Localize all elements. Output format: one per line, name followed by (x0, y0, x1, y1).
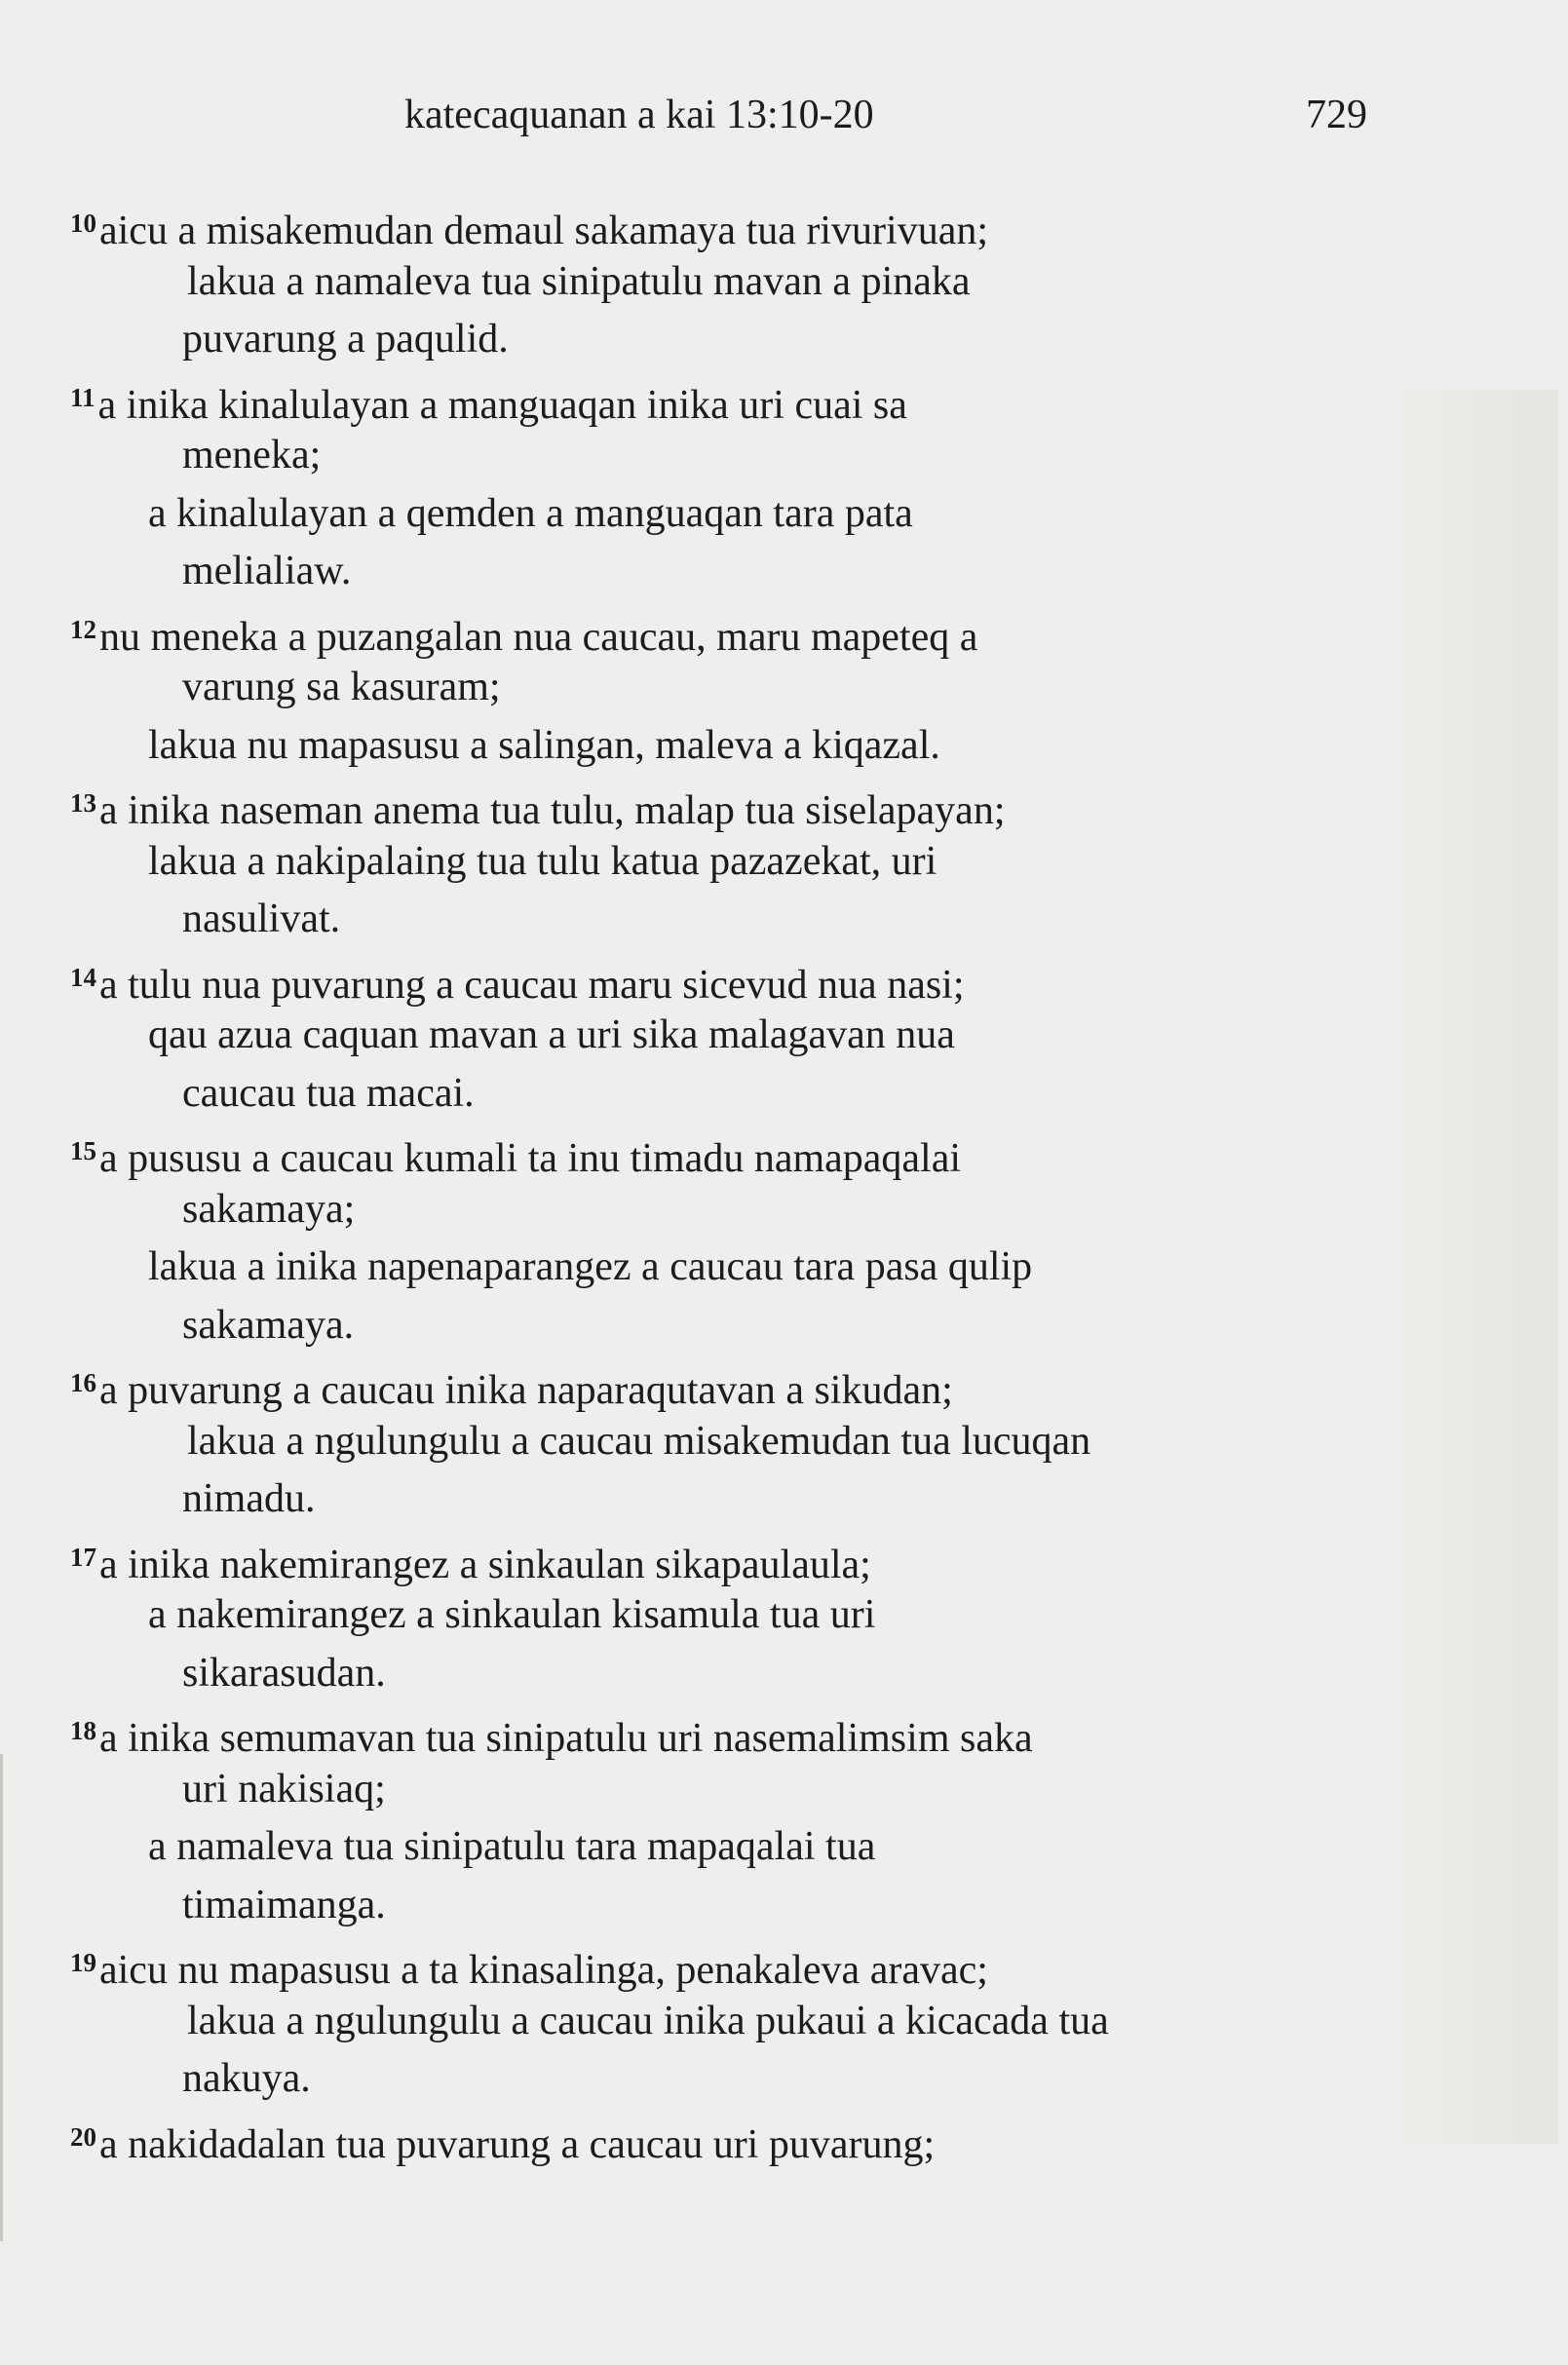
verse-line: nasulivat. (182, 896, 341, 941)
verse-line: varung sa kasuram; (182, 665, 501, 709)
verse-line (70, 195, 1434, 253)
running-head: katecaquanan a kai 13:10-20 (404, 93, 874, 137)
verse-line (70, 1354, 1434, 1413)
verse-line (70, 1702, 1434, 1761)
verse-16 (70, 1354, 1434, 1529)
verse-line-text: a tulu nua puvarung a caucau maru sicevud nua nasi; (99, 962, 965, 1008)
verse-15 (70, 1123, 1434, 1354)
verse-line (70, 2109, 1434, 2167)
verse-line: lakua a nakipalaing tua tulu katua pazazekat, uri (148, 838, 937, 884)
verse-line: lakua nu mapasusu a salingan, maleva a kiqazal. (148, 722, 940, 768)
verse-line (70, 369, 1434, 428)
verse-line-text: a nakidadalan tua puvarung a caucau uri puvarung; (99, 2121, 936, 2167)
verse-line (70, 1529, 1434, 1587)
verse-line: caucau tua macai. (182, 1070, 475, 1116)
verse-line-text: nu meneka a puzangalan nua caucau, maru mapeteq a (99, 614, 978, 660)
verse-line: melialiaw. (182, 549, 352, 593)
verse-number: 10 (70, 209, 96, 238)
verse-number: 17 (70, 1542, 96, 1572)
verse-line (70, 601, 1434, 660)
verse-line: nimadu. (182, 1476, 316, 1521)
verse-line: lakua a inika napenaparangez a caucau tara pasa qulip (148, 1244, 1033, 1289)
verse-line-text: a pususu a caucau kumali ta inu timadu namapaqalai (99, 1136, 962, 1181)
verse-line-text: a inika kinalulayan a manguaqan inika uri cuai sa (97, 382, 907, 428)
verse-line: a nakemirangez a sinkaulan kisamula tua uri (148, 1592, 876, 1637)
verse-10 (70, 195, 1434, 369)
verse-20 (70, 2109, 1434, 2167)
page-header (0, 86, 1568, 144)
verse-line: lakua a namaleva tua sinipatulu mavan a pinaka (187, 258, 971, 304)
verse-line: qau azua caquan mavan a uri sika malagavan nua (148, 1012, 955, 1057)
verse-line (70, 949, 1434, 1008)
verse-line: lakua a ngulungulu a caucau inika pukaui a kicacada tua (187, 1998, 1109, 2043)
verse-line: puvarung a paqulid. (182, 317, 509, 362)
verse-line-text: a inika nakemirangez a sinkaulan sikapaulaula; (99, 1542, 871, 1587)
verse-12 (70, 601, 1434, 776)
verse-line: sakamaya; (182, 1186, 356, 1232)
verse-line: a namaleva tua sinipatulu tara mapaqalai tua (148, 1824, 876, 1869)
verse-number: 15 (70, 1136, 96, 1165)
verse-number: 19 (70, 1948, 96, 1977)
verse-line: timaimanga. (182, 1882, 386, 1927)
verse-line: uri nakisiaq; (182, 1766, 386, 1812)
verse-number: 16 (70, 1368, 96, 1397)
verse-11 (70, 369, 1434, 601)
verse-number: 12 (70, 614, 96, 644)
verse-number: 20 (70, 2121, 96, 2152)
verse-number: 13 (70, 788, 96, 818)
show-through-shading (1383, 390, 1558, 2144)
page-edge (0, 1754, 3, 2241)
verse-18 (70, 1702, 1434, 1934)
verse-line (70, 775, 1434, 833)
verse-number: 11 (70, 382, 96, 412)
verse-17 (70, 1529, 1434, 1703)
verse-line-text: a inika semumavan tua sinipatulu uri nasemalimsim saka (99, 1716, 1033, 1761)
verse-line: sikarasudan. (182, 1650, 386, 1696)
verse-number: 18 (70, 1716, 96, 1745)
verse-line: nakuya. (182, 2056, 311, 2101)
verse-line: a kinalulayan a qemden a manguaqan tara pata (148, 490, 913, 536)
verse-line-text: a inika naseman anema tua tulu, malap tua siselapayan; (99, 788, 1006, 833)
verse-line-text: aicu a misakemudan demaul sakamaya tua rivurivuan; (99, 209, 989, 253)
verse-text-block (70, 195, 1434, 2166)
verse-line-text: a puvarung a caucau inika naparaqutavan a sikudan; (99, 1368, 953, 1413)
verse-line: meneka; (182, 433, 322, 477)
verse-19 (70, 1934, 1434, 2109)
verse-line: lakua a ngulungulu a caucau misakemudan tua lucuqan (187, 1418, 1091, 1464)
verse-13 (70, 775, 1434, 949)
verse-line: sakamaya. (182, 1302, 355, 1348)
verse-number: 14 (70, 962, 96, 992)
verse-line (70, 1934, 1434, 1993)
verse-14 (70, 949, 1434, 1124)
page-number: 729 (1306, 93, 1367, 137)
verse-line-text: aicu nu mapasusu a ta kinasalinga, penakaleva aravac; (99, 1948, 988, 1993)
verse-line (70, 1123, 1434, 1181)
